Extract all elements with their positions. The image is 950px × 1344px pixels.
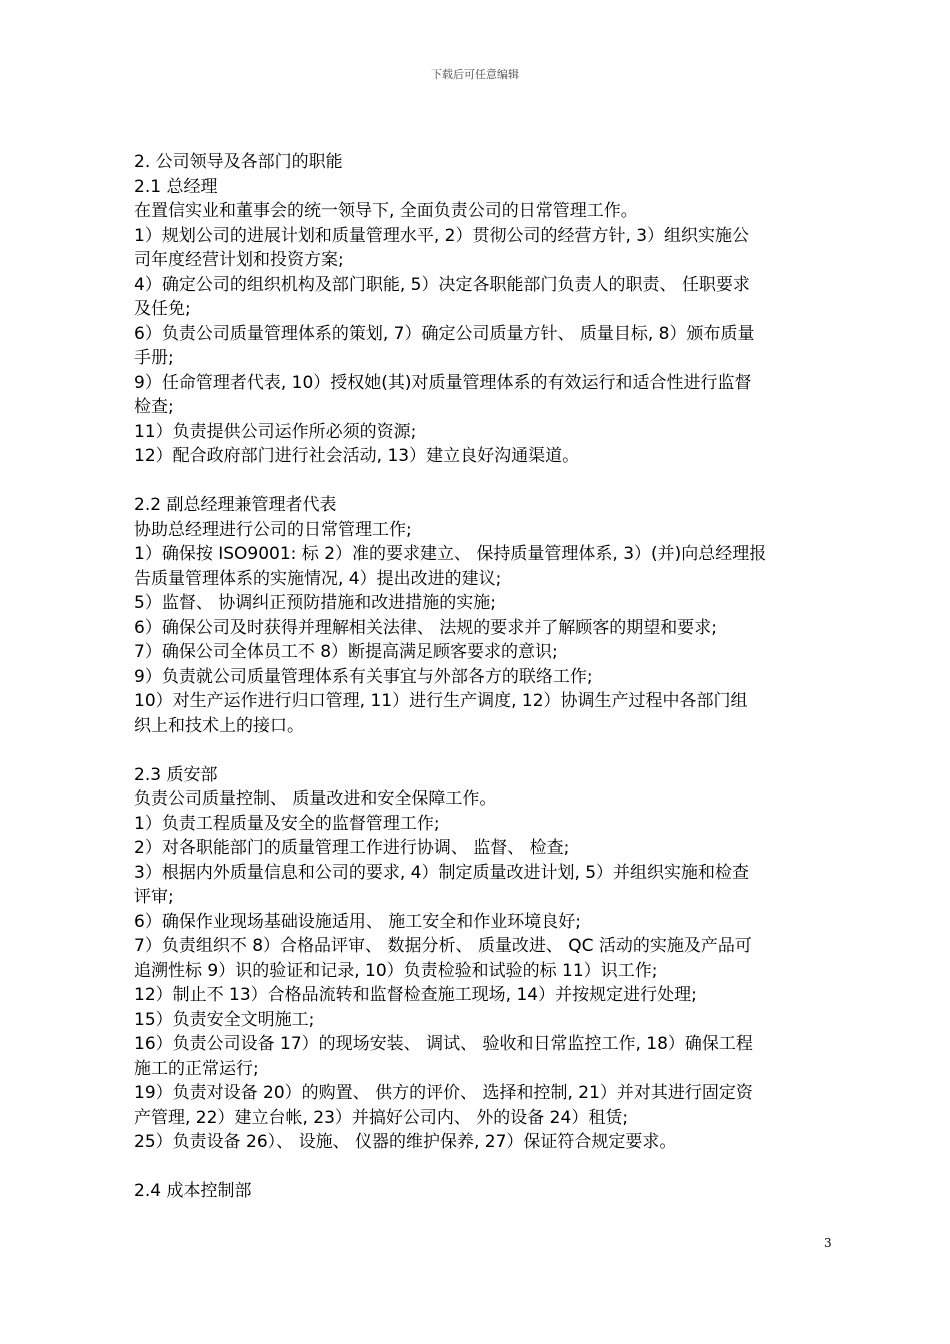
text-line: 4）确定公司的组织机构及部门职能, 5）决定各职能部门负责人的职责、 任职要求 bbox=[134, 274, 750, 295]
section-heading: 2.3 质安部 bbox=[134, 764, 218, 785]
text-line: 1）负责工程质量及安全的监督管理工作; bbox=[134, 813, 440, 834]
text-line: 7）负责组织不 8）合格品评审、 数据分析、 质量改进、 QC 活动的实施及产品可 bbox=[134, 936, 752, 956]
paragraph-gap bbox=[134, 738, 824, 763]
text-line: 11）负责提供公司运作所必须的资源; bbox=[134, 421, 417, 442]
text-line: 告质量管理体系的实施情况, 4）提出改进的建议; bbox=[134, 568, 502, 589]
text-line: 9）负责就公司质量管理体系有关事宜与外部各方的联络工作; bbox=[134, 666, 593, 687]
text-line: 及任免; bbox=[134, 299, 191, 319]
text-line: 16）负责公司设备 17）的现场安装、 调试、 验收和日常监控工作, 18）确保工程 bbox=[134, 1034, 753, 1054]
text-line: 追溯性标 9）识的验证和记录, 10）负责检验和试验的标 11）识工作; bbox=[134, 960, 658, 981]
text-line: 3）根据内外质量信息和公司的要求, 4）制定质量改进计划, 5）并组织实施和检查 bbox=[134, 862, 750, 883]
section-heading: 2. 公司领导及各部门的职能 bbox=[134, 152, 343, 172]
text-line: 19）负责对设备 20）的购置、 供方的评价、 选择和控制, 21）并对其进行固定资 bbox=[134, 1083, 753, 1103]
text-line: 25）负责设备 26）、 设施、 仪器的维护保养, 27）保证符合规定要求。 bbox=[134, 1132, 677, 1152]
text-line: 9）任命管理者代表, 10）授权她(其)对质量管理体系的有效运行和适合性进行监督 bbox=[134, 372, 752, 393]
text-line: 手册; bbox=[134, 348, 174, 368]
section-heading: 2.4 成本控制部 bbox=[134, 1181, 252, 1201]
text-line: 6）负责公司质量管理体系的策划, 7）确定公司质量方针、 质量目标, 8）颁布质量 bbox=[134, 323, 755, 344]
text-line: 12）配合政府部门进行社会活动, 13）建立良好沟通渠道。 bbox=[134, 446, 580, 466]
section-heading: 2.2 副总经理兼管理者代表 bbox=[134, 495, 337, 515]
paragraph-gap bbox=[134, 469, 824, 494]
text-line: 2.1 总经理 bbox=[134, 176, 218, 197]
text-line: 1）确保按 ISO9001: 标 2）准的要求建立、 保持质量管理体系, 3）(并)向总经理报 bbox=[134, 544, 767, 564]
page-number: 3 bbox=[824, 1236, 832, 1250]
text-line: 5）监督、 协调纠正预防措施和改进措施的实施; bbox=[134, 593, 496, 613]
text-line: 10）对生产运作进行归口管理, 11）进行生产调度, 12）协调生产过程中各部门组 bbox=[134, 691, 748, 711]
text-line: 7）确保公司全体员工不 8）断提高满足顾客要求的意识; bbox=[134, 642, 558, 662]
text-line: 检查; bbox=[134, 397, 174, 417]
text-line: 在置信实业和董事会的统一领导下, 全面负责公司的日常管理工作。 bbox=[134, 201, 638, 221]
text-line: 2）对各职能部门的质量管理工作进行协调、 监督、 检查; bbox=[134, 838, 570, 858]
text-line: 负责公司质量控制、 质量改进和安全保障工作。 bbox=[134, 789, 497, 809]
text-line: 6）确保公司及时获得并理解相关法律、 法规的要求并了解顾客的期望和要求; bbox=[134, 617, 717, 638]
text-line: 协助总经理进行公司的日常管理工作; bbox=[134, 519, 412, 540]
text-line: 评审; bbox=[134, 887, 174, 907]
page-header: 下载后可任意编辑 bbox=[431, 68, 519, 81]
text-line: 司年度经营计划和投资方案; bbox=[134, 250, 344, 270]
text-line: 织上和技术上的接口。 bbox=[134, 715, 304, 736]
text-line: 12）制止不 13）合格品流转和监督检查施工现场, 14）并按规定进行处理; bbox=[134, 985, 697, 1005]
text-line: 15）负责安全文明施工; bbox=[134, 1009, 315, 1030]
text-line: 6）确保作业现场基础设施适用、 施工安全和作业环境良好; bbox=[134, 911, 581, 932]
document-body bbox=[134, 150, 824, 1204]
text-line: 1）规划公司的进展计划和质量管理水平, 2）贯彻公司的经营方针, 3）组织实施公 bbox=[134, 225, 750, 246]
paragraph-gap bbox=[134, 1155, 824, 1180]
text-line: 产管理, 22）建立台帐, 23）并搞好公司内、 外的设备 24）租赁; bbox=[134, 1107, 629, 1128]
text-line: 施工的正常运行; bbox=[134, 1058, 259, 1079]
